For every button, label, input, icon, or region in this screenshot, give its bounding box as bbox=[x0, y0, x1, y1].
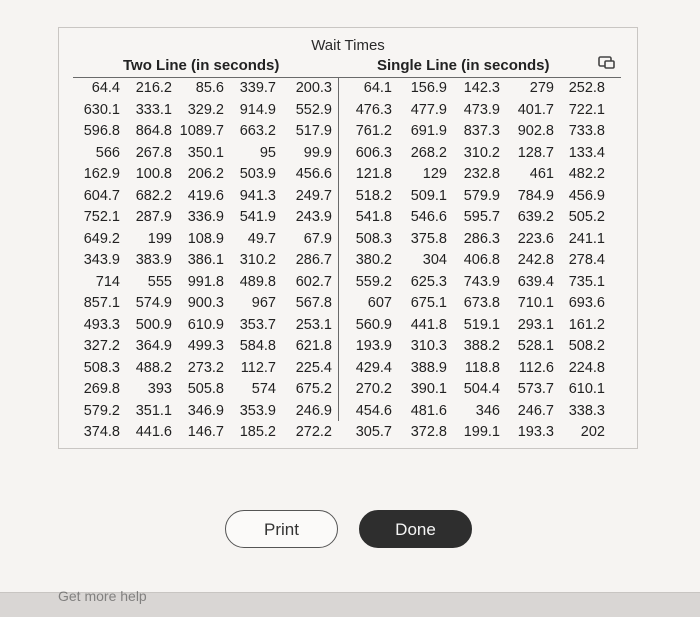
table-cell: 761.2 bbox=[355, 123, 392, 139]
table-cell: 481.6 bbox=[410, 402, 447, 419]
table-cell: 267.8 bbox=[135, 144, 172, 161]
table-row bbox=[73, 143, 621, 165]
table-cell: 504.4 bbox=[463, 381, 500, 397]
table-cell: 441.8 bbox=[410, 316, 447, 333]
table-cell: 456.6 bbox=[295, 166, 332, 182]
table-cell: 270.2 bbox=[355, 381, 392, 397]
table-cell: 193.3 bbox=[517, 424, 554, 440]
table-cell: 268.2 bbox=[410, 144, 447, 161]
table-cell: 338.3 bbox=[568, 402, 605, 419]
table-cell: 604.7 bbox=[83, 187, 120, 204]
table-cell: 714 bbox=[95, 273, 120, 290]
table-cell: 673.8 bbox=[463, 295, 500, 311]
table-cell: 242.8 bbox=[517, 252, 554, 268]
table-cell: 185.2 bbox=[239, 424, 276, 440]
done-button[interactable]: Done bbox=[359, 510, 472, 548]
table-cell: 743.9 bbox=[463, 273, 500, 290]
table-cell: 286.3 bbox=[463, 230, 500, 247]
table-cell: 67.9 bbox=[303, 230, 332, 247]
table-cell: 574.9 bbox=[135, 295, 172, 311]
table-cell: 232.8 bbox=[463, 166, 500, 182]
table-cell: 85.6 bbox=[195, 80, 224, 96]
table-row bbox=[73, 207, 621, 229]
table-cell: 461 bbox=[529, 166, 554, 182]
table-row bbox=[73, 422, 621, 444]
table-caption: Wait Times bbox=[311, 37, 385, 54]
table-cell: 64.1 bbox=[363, 80, 392, 96]
table-cell: 343.9 bbox=[83, 252, 120, 268]
table-cell: 223.6 bbox=[517, 230, 554, 247]
table-cell: 733.8 bbox=[568, 123, 605, 139]
table-cell: 610.1 bbox=[568, 381, 605, 397]
table-cell: 249.7 bbox=[295, 187, 332, 204]
table-cell: 246.9 bbox=[295, 402, 332, 419]
group-header-single-line: Single Line (in seconds) bbox=[377, 57, 550, 74]
table-cell: 310.3 bbox=[410, 338, 447, 354]
table-row bbox=[73, 315, 621, 337]
table-cell: 388.9 bbox=[410, 359, 447, 376]
table-cell: 1089.7 bbox=[179, 123, 224, 139]
table-cell: 509.1 bbox=[410, 187, 447, 204]
table-cell: 95 bbox=[259, 144, 276, 161]
expand-icon[interactable] bbox=[598, 55, 616, 69]
table-cell: 493.3 bbox=[83, 316, 120, 333]
table-cell: 559.2 bbox=[355, 273, 392, 290]
table-cell: 393 bbox=[147, 381, 172, 397]
table-cell: 902.8 bbox=[517, 123, 554, 139]
table-cell: 541.9 bbox=[239, 209, 276, 225]
table-cell: 519.1 bbox=[463, 316, 500, 333]
table-cell: 353.9 bbox=[239, 402, 276, 419]
table-cell: 710.1 bbox=[517, 295, 554, 311]
table-cell: 456.9 bbox=[568, 187, 605, 204]
table-cell: 305.7 bbox=[355, 424, 392, 440]
table-cell: 500.9 bbox=[135, 316, 172, 333]
table-cell: 489.8 bbox=[239, 273, 276, 290]
table-cell: 310.2 bbox=[239, 252, 276, 268]
table-cell: 625.3 bbox=[410, 273, 447, 290]
table-cell: 518.2 bbox=[355, 187, 392, 204]
table-cell: 691.9 bbox=[410, 123, 447, 139]
table-cell: 49.7 bbox=[247, 230, 276, 247]
table-cell: 99.9 bbox=[303, 144, 332, 161]
table-row bbox=[73, 358, 621, 380]
table-row bbox=[73, 100, 621, 122]
table-cell: 476.3 bbox=[355, 101, 392, 118]
table-cell: 129 bbox=[422, 166, 447, 182]
table-cell: 864.8 bbox=[135, 123, 172, 139]
table-row bbox=[73, 293, 621, 315]
table-cell: 253.1 bbox=[295, 316, 332, 333]
table-cell: 541.8 bbox=[355, 209, 392, 225]
table-row bbox=[73, 336, 621, 358]
table-cell: 555 bbox=[147, 273, 172, 290]
table-cell: 473.9 bbox=[463, 101, 500, 118]
table-cell: 579.2 bbox=[83, 402, 120, 419]
table-cell: 346.9 bbox=[187, 402, 224, 419]
table-cell: 133.4 bbox=[568, 144, 605, 161]
table-cell: 503.9 bbox=[239, 166, 276, 182]
table-cell: 675.1 bbox=[410, 295, 447, 311]
table-cell: 837.3 bbox=[463, 123, 500, 139]
table-cell: 202 bbox=[580, 424, 605, 440]
table-cell: 621.8 bbox=[295, 338, 332, 354]
wait-times-table bbox=[58, 27, 638, 449]
table-cell: 246.7 bbox=[517, 402, 554, 419]
table-cell: 991.8 bbox=[187, 273, 224, 290]
table-cell: 401.7 bbox=[517, 101, 554, 118]
table-row bbox=[73, 379, 621, 401]
table-cell: 383.9 bbox=[135, 252, 172, 268]
table-cell: 735.1 bbox=[568, 273, 605, 290]
table-cell: 574 bbox=[251, 381, 276, 397]
table-cell: 454.6 bbox=[355, 402, 392, 419]
table-cell: 560.9 bbox=[355, 316, 392, 333]
table-cell: 517.9 bbox=[295, 123, 332, 139]
table-cell: 272.2 bbox=[295, 424, 332, 440]
table-cell: 528.1 bbox=[517, 338, 554, 354]
table-cell: 602.7 bbox=[295, 273, 332, 290]
table-row bbox=[73, 121, 621, 143]
table-cell: 339.7 bbox=[239, 80, 276, 96]
table-cell: 273.2 bbox=[187, 359, 224, 376]
table-cell: 639.4 bbox=[517, 273, 554, 290]
table-row bbox=[73, 78, 621, 100]
table-cell: 752.1 bbox=[83, 209, 120, 225]
table-cell: 722.1 bbox=[568, 101, 605, 118]
table-cell: 279 bbox=[529, 80, 554, 96]
table-cell: 336.9 bbox=[187, 209, 224, 225]
table-cell: 546.6 bbox=[410, 209, 447, 225]
table-cell: 224.8 bbox=[568, 359, 605, 376]
table-cell: 304 bbox=[422, 252, 447, 268]
table-cell: 286.7 bbox=[295, 252, 332, 268]
table-cell: 193.9 bbox=[355, 338, 392, 354]
table-cell: 374.8 bbox=[83, 424, 120, 440]
table-cell: 278.4 bbox=[568, 252, 605, 268]
table-cell: 784.9 bbox=[517, 187, 554, 204]
table-cell: 375.8 bbox=[410, 230, 447, 247]
table-cell: 350.1 bbox=[187, 144, 224, 161]
table-cell: 351.1 bbox=[135, 402, 172, 419]
table-cell: 386.1 bbox=[187, 252, 224, 268]
table-row bbox=[73, 250, 621, 272]
table-cell: 900.3 bbox=[187, 295, 224, 311]
table-cell: 310.2 bbox=[463, 144, 500, 161]
table-cell: 112.6 bbox=[518, 359, 554, 376]
table-cell: 372.8 bbox=[410, 424, 447, 440]
table-cell: 579.9 bbox=[463, 187, 500, 204]
table-cell: 293.1 bbox=[517, 316, 554, 333]
table-cell: 508.2 bbox=[568, 338, 605, 354]
table-cell: 508.3 bbox=[355, 230, 392, 247]
table-row bbox=[73, 164, 621, 186]
table-cell: 505.2 bbox=[568, 209, 605, 225]
table-row bbox=[73, 186, 621, 208]
table-cell: 333.1 bbox=[135, 101, 172, 118]
table-cell: 380.2 bbox=[355, 252, 392, 268]
table-cell: 419.6 bbox=[187, 187, 224, 204]
table-cell: 327.2 bbox=[83, 338, 120, 354]
table-cell: 567.8 bbox=[295, 295, 332, 311]
table-cell: 967 bbox=[251, 295, 276, 311]
table-cell: 100.8 bbox=[135, 166, 172, 182]
table-cell: 595.7 bbox=[463, 209, 500, 225]
group-header-two-line: Two Line (in seconds) bbox=[123, 57, 280, 74]
table-cell: 199 bbox=[147, 230, 172, 247]
table-cell: 482.2 bbox=[568, 166, 605, 182]
table-cell: 243.9 bbox=[295, 209, 332, 225]
table-cell: 857.1 bbox=[83, 295, 120, 311]
table-cell: 941.3 bbox=[239, 187, 276, 204]
table-cell: 406.8 bbox=[463, 252, 500, 268]
table-cell: 584.8 bbox=[239, 338, 276, 354]
table-cell: 364.9 bbox=[135, 338, 172, 354]
table-cell: 388.2 bbox=[463, 338, 500, 354]
table-cell: 64.4 bbox=[91, 80, 120, 96]
table-cell: 200.3 bbox=[295, 80, 332, 96]
table-cell: 573.7 bbox=[517, 381, 554, 397]
table-cell: 499.3 bbox=[187, 338, 224, 354]
table-cell: 441.6 bbox=[135, 424, 172, 440]
table-cell: 199.1 bbox=[463, 424, 500, 440]
table-cell: 607 bbox=[367, 295, 392, 311]
print-button[interactable]: Print bbox=[225, 510, 338, 548]
table-cell: 108.9 bbox=[187, 230, 224, 247]
background-help-link: Get more help bbox=[58, 588, 147, 604]
table-cell: 566 bbox=[95, 144, 120, 161]
table-cell: 390.1 bbox=[410, 381, 447, 397]
table-cell: 649.2 bbox=[83, 230, 120, 247]
table-cell: 162.9 bbox=[83, 166, 120, 182]
table-cell: 118.8 bbox=[464, 359, 500, 376]
table-cell: 241.1 bbox=[568, 230, 605, 247]
table-cell: 610.9 bbox=[187, 316, 224, 333]
table-cell: 216.2 bbox=[135, 80, 172, 96]
table-cell: 477.9 bbox=[410, 101, 447, 118]
table-cell: 639.2 bbox=[517, 209, 554, 225]
table-cell: 128.7 bbox=[517, 144, 554, 161]
table-cell: 142.3 bbox=[463, 80, 500, 96]
table-row bbox=[73, 401, 621, 423]
table-cell: 552.9 bbox=[295, 101, 332, 118]
table-cell: 914.9 bbox=[239, 101, 276, 118]
table-cell: 269.8 bbox=[83, 381, 120, 397]
table-cell: 353.7 bbox=[239, 316, 276, 333]
table-cell: 606.3 bbox=[355, 144, 392, 161]
table-cell: 225.4 bbox=[295, 359, 332, 376]
table-cell: 505.8 bbox=[187, 381, 224, 397]
table-cell: 252.8 bbox=[568, 80, 605, 96]
table-cell: 346 bbox=[475, 402, 500, 419]
table-cell: 630.1 bbox=[83, 101, 120, 118]
table-cell: 693.6 bbox=[568, 295, 605, 311]
table-body bbox=[73, 78, 621, 444]
table-cell: 682.2 bbox=[135, 187, 172, 204]
table-row bbox=[73, 272, 621, 294]
table-cell: 287.9 bbox=[135, 209, 172, 225]
table-cell: 206.2 bbox=[187, 166, 224, 182]
table-cell: 156.9 bbox=[410, 80, 447, 96]
table-cell: 508.3 bbox=[83, 359, 120, 376]
table-cell: 596.8 bbox=[83, 123, 120, 139]
table-cell: 112.7 bbox=[240, 359, 276, 376]
table-cell: 429.4 bbox=[355, 359, 392, 376]
table-row bbox=[73, 229, 621, 251]
table-cell: 121.8 bbox=[355, 166, 392, 182]
table-cell: 488.2 bbox=[135, 359, 172, 376]
table-cell: 663.2 bbox=[239, 123, 276, 139]
table-cell: 161.2 bbox=[568, 316, 605, 333]
table-cell: 329.2 bbox=[187, 101, 224, 118]
table-cell: 675.2 bbox=[295, 381, 332, 397]
table-cell: 146.7 bbox=[187, 424, 224, 440]
